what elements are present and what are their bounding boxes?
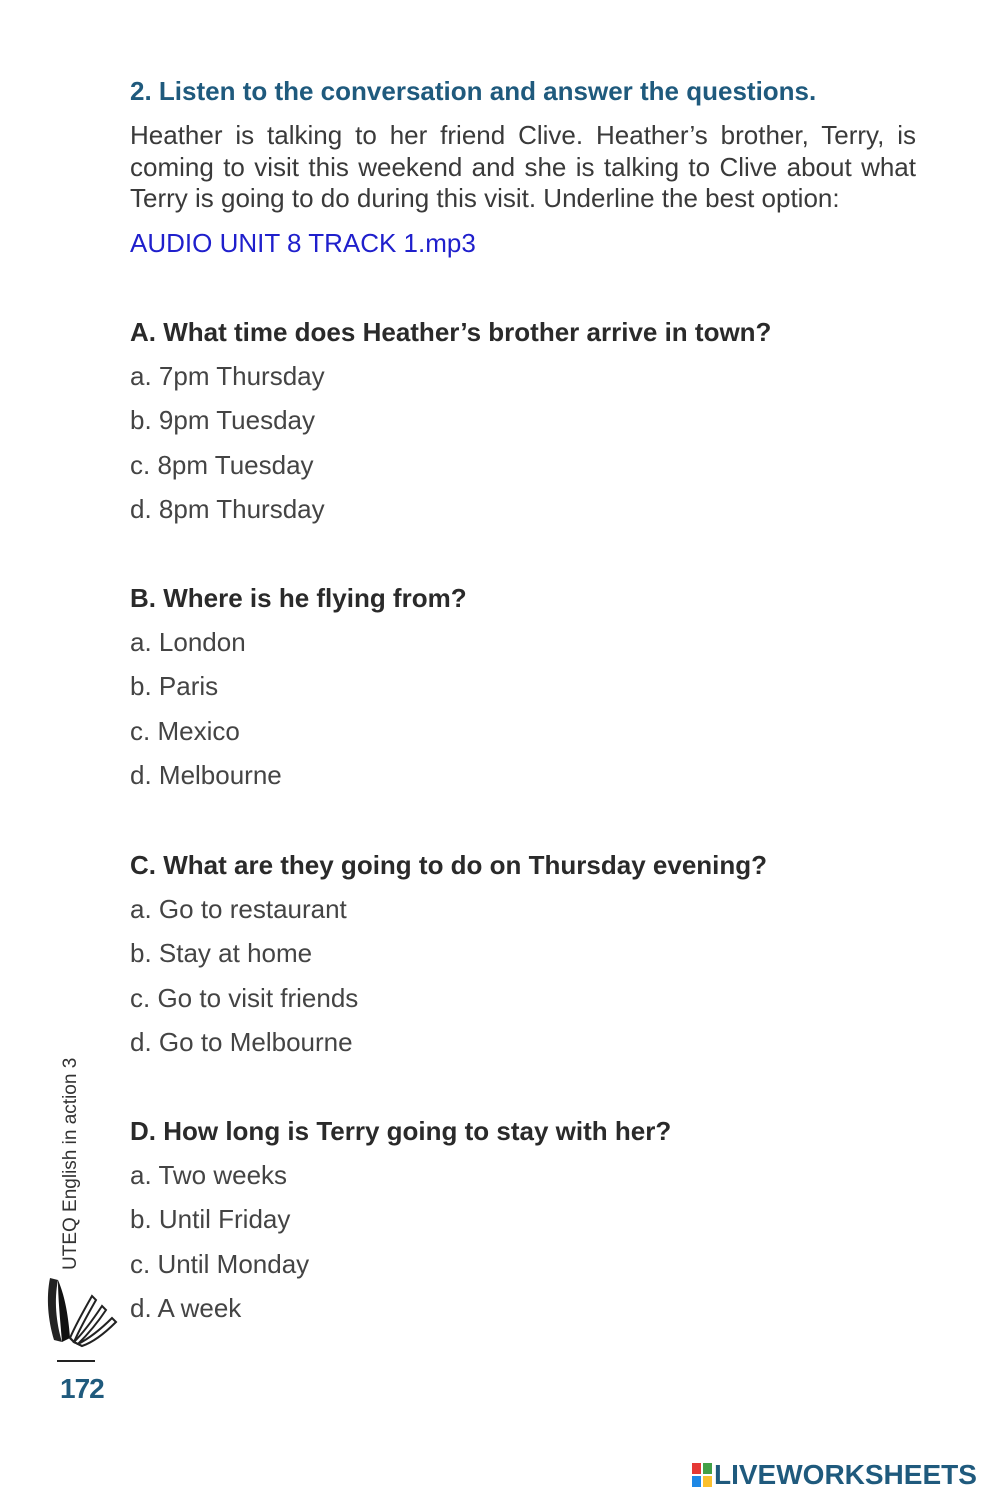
answer-option[interactable]: c. Until Monday xyxy=(130,1249,310,1279)
answer-option[interactable]: d. 8pm Thursday xyxy=(130,494,325,524)
answer-option[interactable]: a. Two weeks xyxy=(130,1160,288,1190)
page-number: 172 xyxy=(60,1373,104,1404)
answer-option[interactable]: b. Paris xyxy=(130,671,219,701)
liveworksheets-mark-icon xyxy=(692,1463,712,1487)
answer-option[interactable]: b. 9pm Tuesday xyxy=(130,405,315,435)
answer-option[interactable]: a. 7pm Thursday xyxy=(130,361,325,391)
answer-option[interactable]: a. London xyxy=(130,627,246,657)
question-d xyxy=(130,1116,930,1323)
liveworksheets-logo[interactable] xyxy=(692,1458,977,1492)
question-title: D. How long is Terry going to stay with her? xyxy=(130,1116,672,1146)
audio-track-link[interactable]: AUDIO UNIT 8 TRACK 1.mp3 xyxy=(130,228,476,258)
answer-option[interactable]: c. Mexico xyxy=(130,716,240,746)
sidebar-divider xyxy=(57,1360,95,1362)
exercise-heading: 2. Listen to the conversation and answer the questions. xyxy=(130,76,817,106)
answer-option[interactable]: c. 8pm Tuesday xyxy=(130,450,314,480)
question-title: A. What time does Heather’s brother arrive in town? xyxy=(130,317,772,347)
answer-option[interactable]: c. Go to visit friends xyxy=(130,983,359,1013)
answer-option[interactable]: b. Stay at home xyxy=(130,938,313,968)
question-title: B. Where is he flying from? xyxy=(130,583,467,613)
answer-option[interactable]: d. Go to Melbourne xyxy=(130,1027,353,1057)
liveworksheets-logo-text: LIVEWORKSHEETS xyxy=(714,1459,977,1490)
question-title: C. What are they going to do on Thursday evening? xyxy=(130,850,768,880)
open-book-icon xyxy=(42,1272,120,1348)
exercise-instructions: Heather is talking to her friend Clive. Heather’s brother, Terry, is coming to visit this weekend and she is talking to Clive about what Terry is going to do during this visit. Underline the best option: xyxy=(130,120,916,213)
answer-option[interactable]: a. Go to restaurant xyxy=(130,894,347,924)
answer-option[interactable]: d. Melbourne xyxy=(130,760,282,790)
answer-option[interactable]: d. A week xyxy=(130,1293,242,1323)
answer-option[interactable]: b. Until Friday xyxy=(130,1204,291,1234)
question-c xyxy=(130,850,930,1057)
book-title-vertical: UTEQ English in action 3 xyxy=(60,1057,81,1270)
question-b xyxy=(130,583,930,790)
question-a xyxy=(130,317,930,524)
